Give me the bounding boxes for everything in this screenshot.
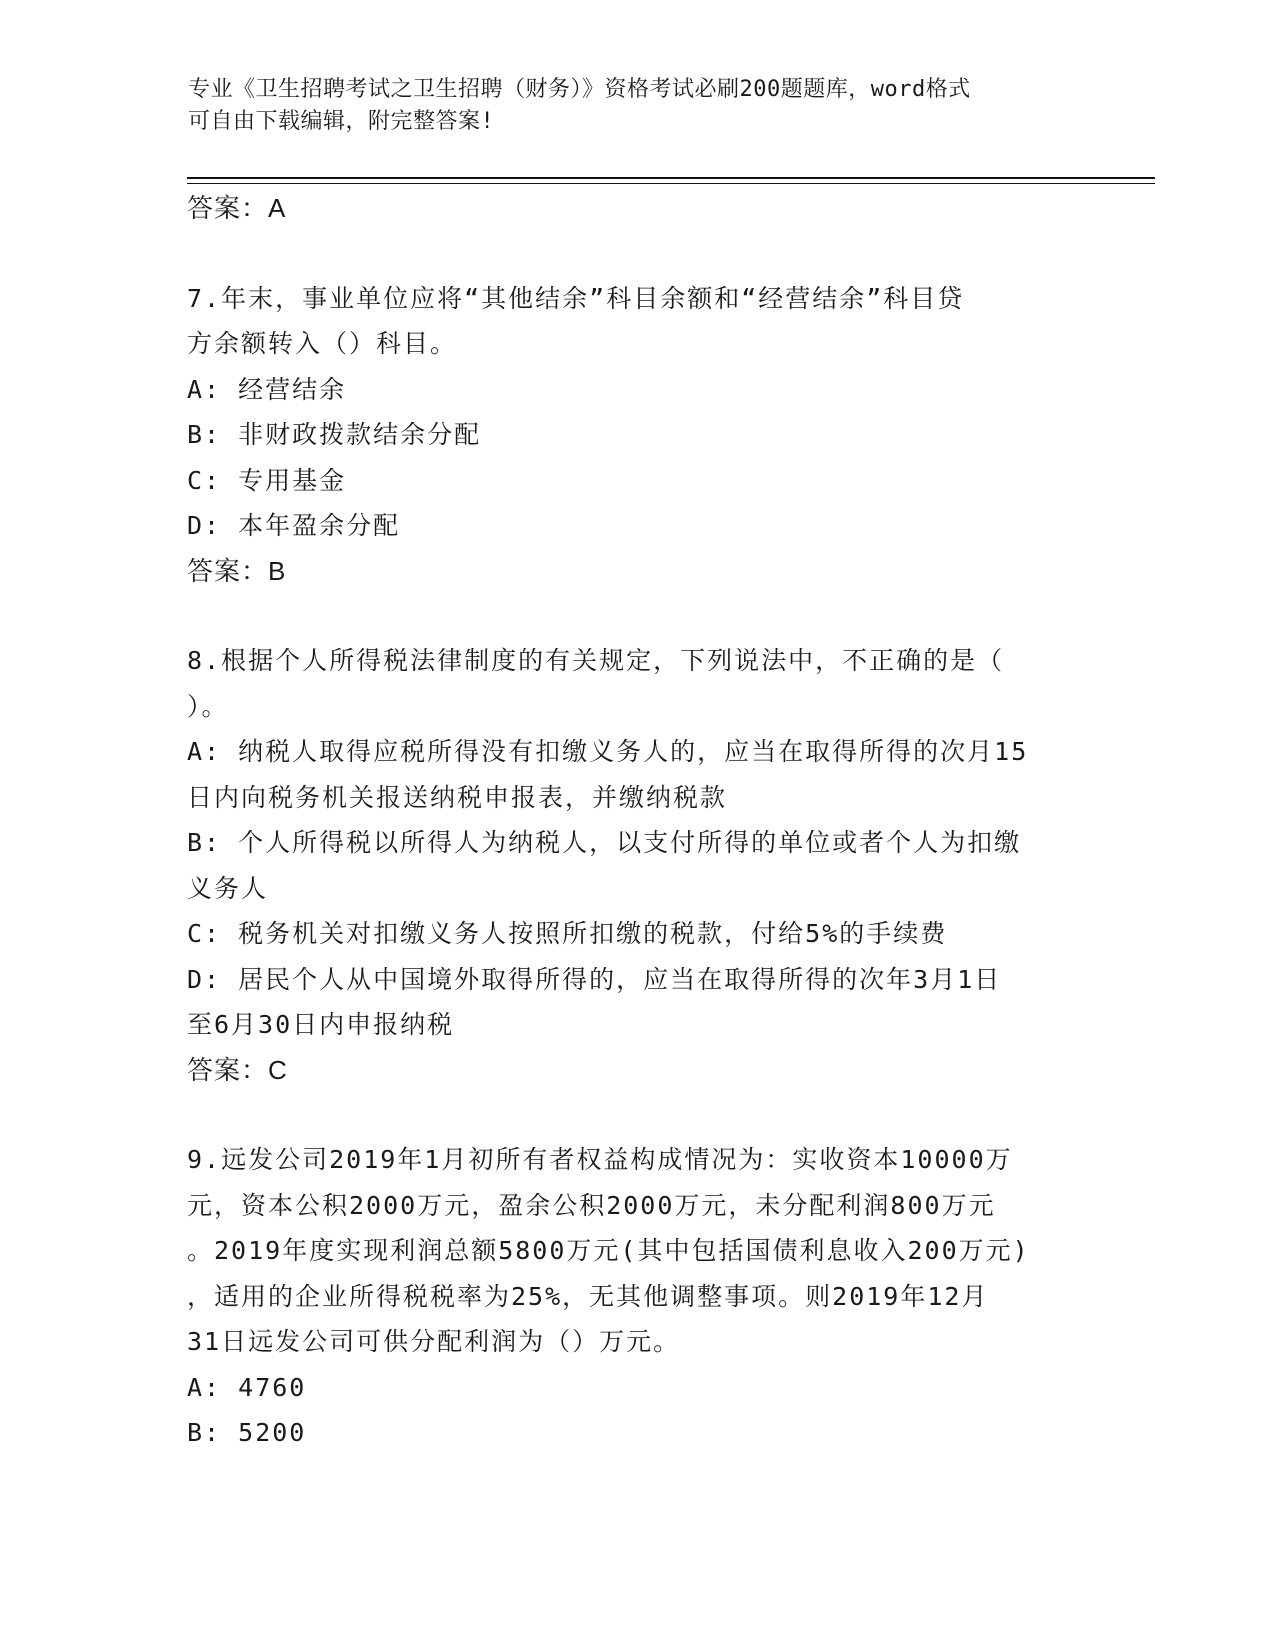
option-d-continued: 至6月30日内申报纳税 xyxy=(187,1010,455,1039)
document-header xyxy=(188,74,1068,138)
header-line: 可自由下载编辑，附完整答案! xyxy=(188,109,495,134)
document-body xyxy=(187,186,1087,1456)
option-a: A: 4760 xyxy=(187,1372,307,1402)
spacer xyxy=(187,1093,1087,1137)
option-b: B: 个人所得税以所得人为纳税人，以支付所得的单位或者个人为扣缴 xyxy=(187,828,1022,857)
question-stem: 。2019年度实现利润总额5800万元(其中包括国债利息收入200万元) xyxy=(187,1236,1030,1265)
option-a: A: 纳税人取得应税所得没有扣缴义务人的，应当在取得所得的次月15 xyxy=(187,737,1029,766)
spacer xyxy=(187,594,1087,638)
question-stem: 31日远发公司可供分配利润为（）万元。 xyxy=(187,1327,681,1356)
answer-q7: 答案：B xyxy=(187,555,287,586)
header-divider-thick xyxy=(187,177,1155,179)
question-7 xyxy=(187,276,1087,595)
option-b: B: 非财政拨款结余分配 xyxy=(187,420,482,449)
question-stem: 8.根据个人所得税法律制度的有关规定，下列说法中，不正确的是（ xyxy=(187,646,1005,675)
option-b: B: 5200 xyxy=(187,1418,307,1447)
header-divider-thin xyxy=(187,183,1155,184)
answer-q6: 答案：A xyxy=(187,193,287,223)
option-d: D: 居民个人从中国境外取得所得的，应当在取得所得的次年3月1日 xyxy=(187,964,1002,994)
option-d: D: 本年盈余分配 xyxy=(187,511,401,540)
spacer xyxy=(187,232,1087,276)
question-stem: 7.年末，事业单位应将“其他结余”科目余额和“经营结余”科目贷 xyxy=(187,283,965,313)
option-a: A: 经营结余 xyxy=(187,374,347,404)
question-8 xyxy=(187,638,1087,1093)
question-stem: 方余额转入（）科目。 xyxy=(187,329,458,358)
option-c: C: 专用基金 xyxy=(187,465,347,495)
question-stem: 元，资本公积2000万元，盈余公积2000万元，未分配利润800万元 xyxy=(187,1190,996,1220)
question-9 xyxy=(187,1137,1087,1456)
header-line: 专业《卫生招聘考试之卫生招聘（财务）》资格考试必刷200题题库，word格式 xyxy=(188,77,971,102)
option-a-continued: 日内向税务机关报送纳税申报表，并缴纳税款 xyxy=(187,782,728,812)
question-stem: 9.远发公司2019年1月初所有者权益构成情况为：实收资本10000万 xyxy=(187,1145,1013,1174)
question-stem: ）。 xyxy=(187,691,229,721)
question-stem: ，适用的企业所得税税率为25%，无其他调整事项。则2019年12月 xyxy=(187,1281,989,1311)
option-c: C: 税务机关对扣缴义务人按照所扣缴的税款，付给5%的手续费 xyxy=(187,919,948,948)
option-b-continued: 义务人 xyxy=(187,873,269,903)
answer-q8: 答案：C xyxy=(187,1054,288,1085)
